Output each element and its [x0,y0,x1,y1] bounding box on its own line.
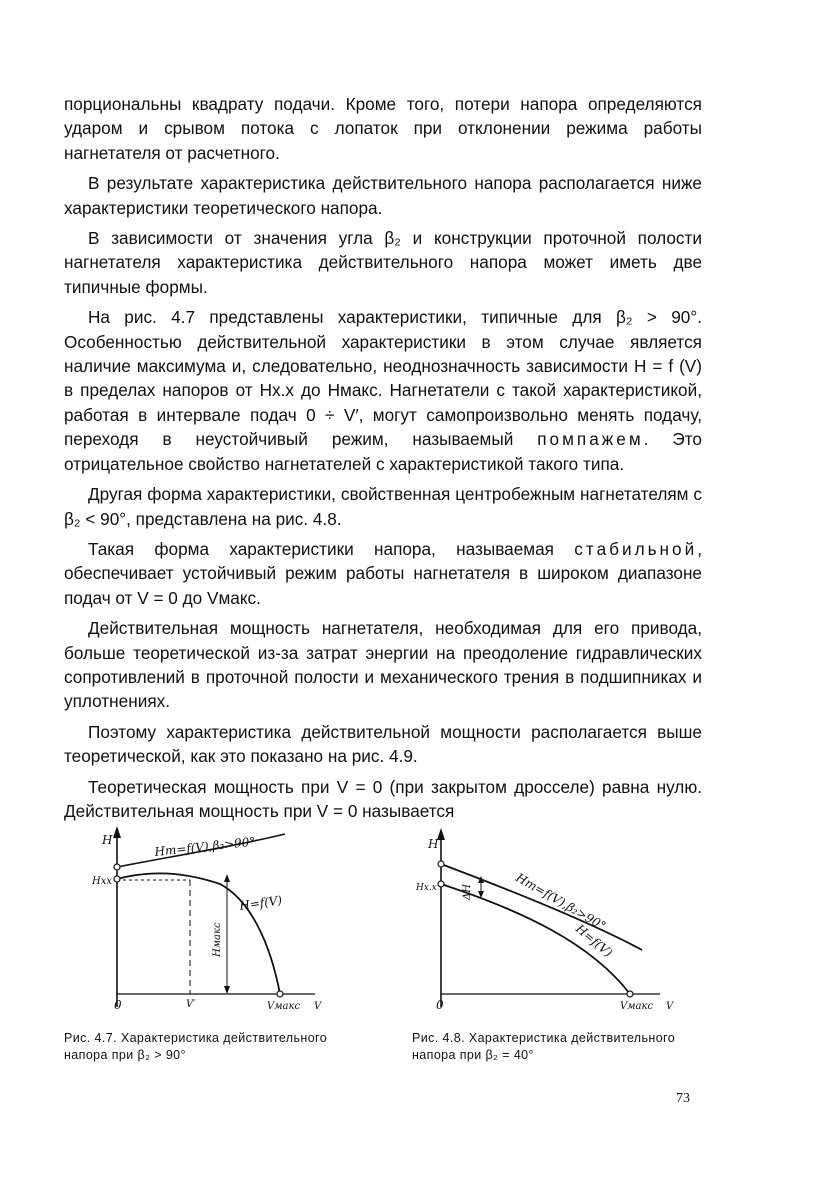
paragraph [64,226,702,299]
vmax-point [277,991,283,997]
paragraph-text: Такая форма характеристики напора, называемая [88,538,575,559]
figure-4-7-caption: Рис. 4.7. Характеристика действительного напора при β₂ > 90° [64,1031,328,1062]
paragraph [64,720,702,769]
vmax-label: Vмакс [267,1001,301,1012]
paragraph-text: В зависимости от значения угла β₂ и конструкции проточной полости нагнетателя характеристика действительного напора может иметь две типичные формы. [64,228,702,297]
paragraph-text: Действительная мощность нагнетателя, необходимая для его привода, больше теоретической из-за затрат энергии на преодоление гидравлических сопротивлений в проточной полости и механического трения в подшипниках и уплотнениях. [64,618,702,712]
paragraph [64,616,702,714]
h-axis-label: H [428,837,439,851]
vmax-point [627,991,633,997]
paragraph-text: , обеспечивает устойчивый режим работы нагнетателя в широком диапазоне подач от V = 0 до Vмакс. [64,538,702,608]
hxx-label: Hх.х [416,883,437,893]
paragraph [64,537,702,610]
paragraph-text: Поэтому характеристика действительной мощности располагается выше теоретической, как это показано на рис. 4.9. [64,721,702,767]
page-number: 73 [676,1091,690,1106]
paragraph-text: В результате характеристика действительного напора располагается ниже характеристики теоретического напора. [64,173,702,218]
body-text [64,92,702,829]
figure-4-8 [410,822,690,1022]
paragraph-text: На рис. 4.7 представлены характеристики, типичные для β₂ > 90°. Особенностью действительной характеристики в этом случае является наличие максимума и, следовательно, неоднозначность зависимости H = f (V) в пределах напоров от Hx.x до Hмакс. Нагнетатели с такой характеристикой, работая в интервале подач 0 ÷ V′, могут самопроизвольно менять подачу, переходя в неустойчивый режим, называемый [64,307,702,450]
paragraph [64,305,702,476]
figure-4-8-plot [410,822,690,1022]
vmax-label: Vмакс [620,1001,654,1012]
paragraph-text: . Это отрицательное свойство нагнетателей с характеристикой такого типа. [64,429,702,474]
figure-4-8-caption: Рис. 4.8. Характеристика действительного напора при β₂ = 40° [412,1031,676,1062]
paragraph [64,92,702,165]
origin-label: 0 [114,998,122,1012]
actual-start-point [114,876,120,882]
spaced-term: стабильной [574,538,698,559]
actual-start-point [438,881,444,887]
h-axis-label: H [102,833,113,847]
theory-start-point [438,861,444,867]
actual-curve-label: H=f(V) [238,893,283,913]
paragraph-text: Теоретическая мощность при V = 0 (при закрытом дросселе) равна нулю. Действительная мощность при V = 0 называется [64,776,702,821]
paragraph [64,171,702,220]
dh-label: ΔH [462,884,473,900]
theory-curve-label: Hт=f(V),β₂>90° [513,870,609,934]
hmax-arrow-bottom [224,986,230,994]
y-axis-arrow [113,826,121,838]
theory-curve [441,864,642,950]
v-axis-label: V [314,1001,322,1012]
paragraph [64,775,702,824]
paragraph-text: Другая форма характеристики, свойственная центробежным нагнетателям с β₂ < 90°, представлена на рис. 4.8. [64,484,702,529]
paragraph [64,482,702,531]
theory-start-point [114,864,120,870]
actual-curve-label: H=f(V) [573,921,616,960]
theory-curve-label: Hт=f(V),β₂>90° [153,834,257,859]
vprime-label: V′ [186,999,196,1010]
hmax-arrow-top [224,874,230,882]
spaced-term: помпажем [537,429,644,450]
paragraph-text: порциональны квадрату подачи. Кроме того, потери напора определяются ударом и срывом потока с лопаток при отклонении режима работы нагнетателя от расчетного. [64,94,702,163]
hxx-label: Hхх [92,876,112,887]
figure-4-7-plot [90,822,340,1022]
origin-label: 0 [436,998,444,1012]
v-axis-label: V [666,1001,674,1012]
figure-4-7 [90,822,340,1022]
hmax-label: Hмакс [212,922,223,957]
actual-curve [117,873,280,994]
